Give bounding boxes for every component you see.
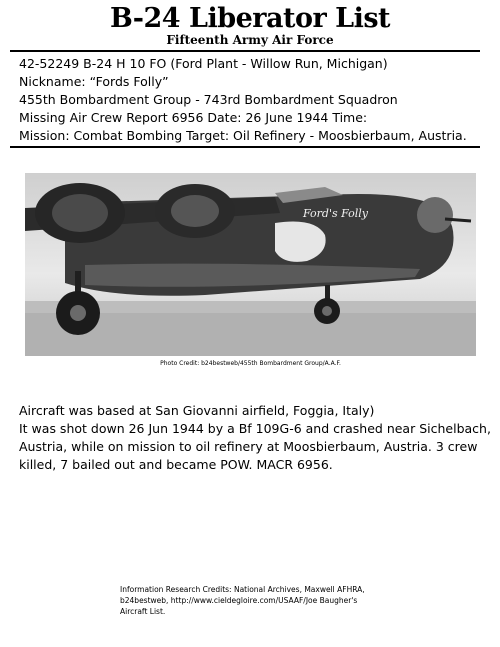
narrative-line: It was shot down 26 Jun 1944 by a Bf 109G-6 and crashed near Sichelbach,	[19, 421, 491, 436]
nose-wheel-hub	[322, 306, 332, 316]
nose-art-text: Ford's Folly	[303, 207, 369, 220]
mission-line: Mission: Combat Bombing Target: Oil Refinery - Moosbierbaum, Austria.	[19, 128, 467, 143]
nose-turret	[417, 197, 453, 233]
macr-line: Missing Air Crew Report 6956 Date: 26 June 1944 Time:	[19, 110, 368, 125]
photo-credit: Photo Credit: b24bestweb/455th Bombardment Group/A.A.F.	[160, 360, 341, 367]
serial-line: 42-52249 B-24 H 10 FO (Ford Plant - Willow Run, Michigan)	[19, 56, 388, 71]
nose-gun	[445, 219, 471, 221]
engine-cowl-outer	[52, 194, 108, 232]
narrative-line: Aircraft was based at San Giovanni airfield, Foggia, Italy)	[19, 403, 375, 418]
research-credits	[120, 584, 440, 617]
narrative-line: killed, 7 bailed out and became POW. MACR 6956.	[19, 457, 333, 472]
header-divider	[10, 50, 480, 52]
fuselage-belly	[85, 264, 420, 287]
narrative-line: Austria, while on mission to oil refinery at Moosbierbaum, Austria. 3 crew	[19, 439, 478, 454]
aircraft-photo	[25, 173, 476, 356]
credits-line: Aircraft List.	[120, 607, 166, 616]
loss-narrative	[19, 402, 489, 474]
credits-line: b24bestweb, http://www.cieldegloire.com/USAAF/Joe Baugher's	[120, 596, 358, 605]
page-subtitle: Fifteenth Army Air Force	[166, 33, 334, 47]
page-title: B-24 Liberator List	[109, 3, 391, 34]
group-line: 455th Bombardment Group - 743rd Bombardment Squadron	[19, 92, 398, 107]
b24-photo-illustration	[25, 173, 476, 356]
aircraft-info	[19, 55, 489, 145]
main-wheel-hub	[70, 305, 86, 321]
nickname-line: Nickname: “Fords Folly”	[19, 74, 169, 89]
engine-cowl-inner	[171, 195, 219, 227]
info-divider	[10, 146, 480, 148]
credits-line: Information Research Credits: National Archives, Maxwell AFHRA,	[120, 585, 365, 594]
